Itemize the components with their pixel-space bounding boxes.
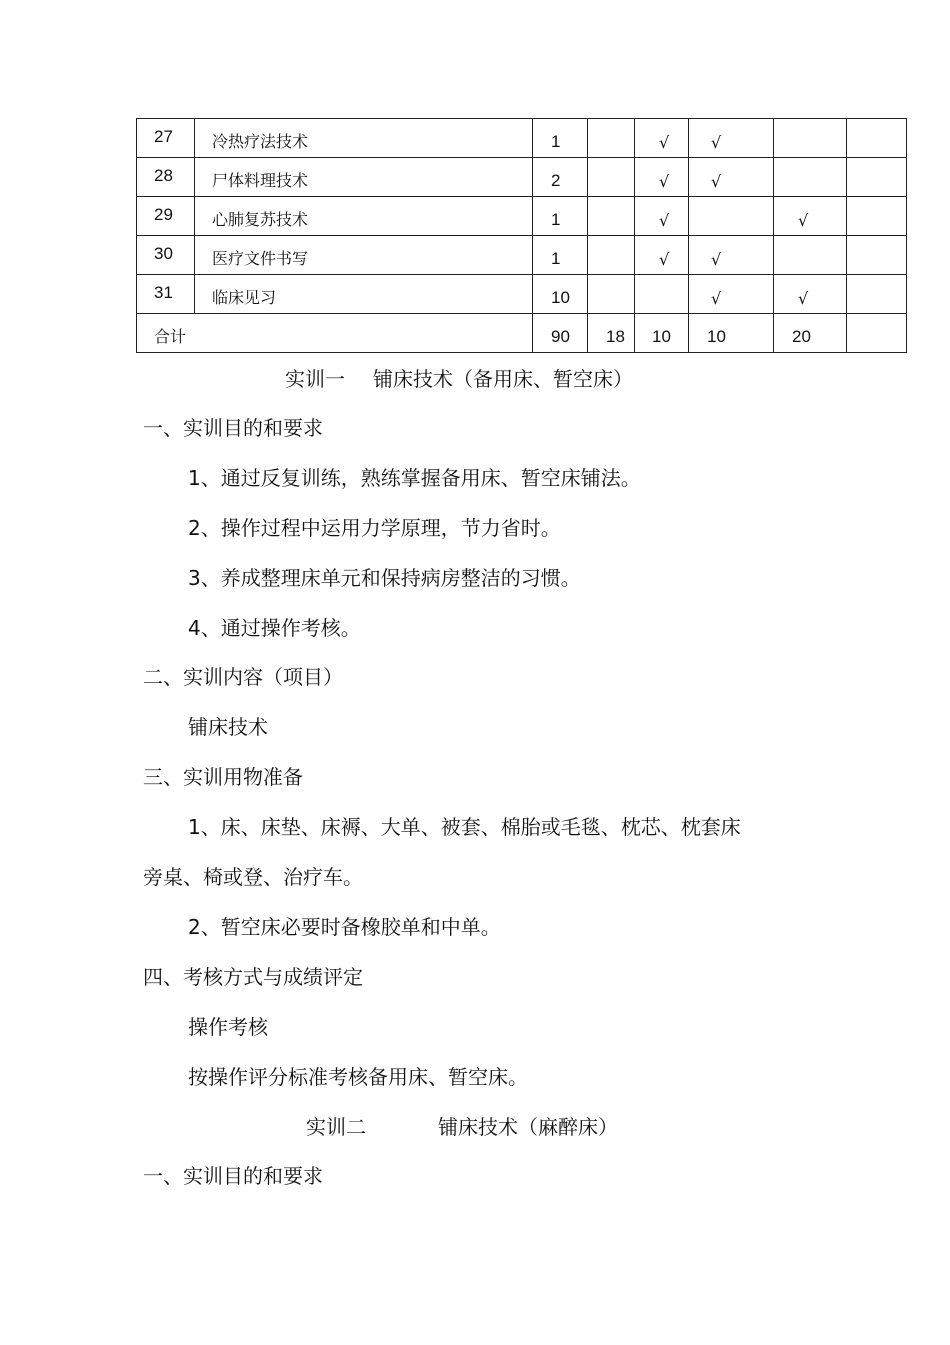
row-number: 27 bbox=[137, 119, 195, 158]
heading-materials: 三、实训用物准备 bbox=[143, 765, 303, 789]
item-name: 医疗文件书写 bbox=[195, 236, 533, 275]
col5-cell bbox=[847, 275, 907, 314]
hours-cell: 2 bbox=[533, 158, 588, 197]
col3-cell: √ bbox=[689, 236, 774, 275]
heading-content: 二、实训内容（项目） bbox=[143, 665, 343, 689]
item-name: 尸体料理技术 bbox=[195, 158, 533, 197]
materials-item: 2、暂空床必要时备橡胶单和中单。 bbox=[188, 915, 501, 939]
col3-cell: √ bbox=[689, 275, 774, 314]
item-name: 临床见习 bbox=[195, 275, 533, 314]
col1-cell bbox=[588, 275, 635, 314]
heading-objectives: 一、实训目的和要求 bbox=[143, 416, 323, 440]
total-label: 合计 bbox=[137, 314, 533, 353]
table-row bbox=[137, 275, 907, 314]
objective-item: 2、操作过程中运用力学原理，节力省时。 bbox=[188, 516, 561, 540]
col2-cell: √ bbox=[635, 158, 689, 197]
assessment-item: 按操作评分标准考核备用床、暂空床。 bbox=[188, 1065, 528, 1089]
materials-item-continued: 旁桌、椅或登、治疗车。 bbox=[143, 865, 363, 889]
title-label: 实训二 bbox=[306, 1115, 366, 1139]
heading-assessment: 四、考核方式与成绩评定 bbox=[143, 965, 363, 989]
col2-cell: √ bbox=[635, 197, 689, 236]
col1-cell bbox=[588, 119, 635, 158]
col1-cell bbox=[588, 197, 635, 236]
title-text: 铺床技术（备用床、暂空床） bbox=[373, 367, 633, 391]
row-number: 31 bbox=[137, 275, 195, 314]
table-row bbox=[137, 197, 907, 236]
training-schedule-table bbox=[136, 118, 907, 353]
row-number: 28 bbox=[137, 158, 195, 197]
item-name: 心肺复苏技术 bbox=[195, 197, 533, 236]
total-hours: 90 bbox=[533, 314, 588, 353]
total-col5 bbox=[847, 314, 907, 353]
objective-item: 1、通过反复训练，熟练掌握备用床、暂空床铺法。 bbox=[188, 466, 641, 490]
hours-cell: 1 bbox=[533, 236, 588, 275]
col2-cell: √ bbox=[635, 119, 689, 158]
col2-cell: √ bbox=[635, 236, 689, 275]
col5-cell bbox=[847, 158, 907, 197]
content-item: 铺床技术 bbox=[188, 715, 268, 739]
col5-cell bbox=[847, 119, 907, 158]
total-row bbox=[137, 314, 907, 353]
row-number: 29 bbox=[137, 197, 195, 236]
total-col1: 18 bbox=[588, 314, 635, 353]
item-name: 冷热疗法技术 bbox=[195, 119, 533, 158]
col4-cell bbox=[774, 119, 847, 158]
hours-cell: 1 bbox=[533, 119, 588, 158]
materials-item: 1、床、床垫、床褥、大单、被套、棉胎或毛毯、枕芯、枕套床 bbox=[188, 815, 741, 839]
hours-cell: 1 bbox=[533, 197, 588, 236]
assessment-item: 操作考核 bbox=[188, 1015, 268, 1039]
col1-cell bbox=[588, 236, 635, 275]
section-title-training-1 bbox=[285, 366, 633, 392]
table-row bbox=[137, 119, 907, 158]
col1-cell bbox=[588, 158, 635, 197]
col3-cell bbox=[689, 197, 774, 236]
title-label: 实训一 bbox=[285, 367, 345, 391]
objective-item: 4、通过操作考核。 bbox=[188, 616, 361, 640]
col3-cell: √ bbox=[689, 119, 774, 158]
col5-cell bbox=[847, 236, 907, 275]
table-row bbox=[137, 158, 907, 197]
col3-cell: √ bbox=[689, 158, 774, 197]
col4-cell bbox=[774, 236, 847, 275]
title-text: 铺床技术（麻醉床） bbox=[438, 1115, 618, 1139]
table-row bbox=[137, 236, 907, 275]
col2-cell bbox=[635, 275, 689, 314]
hours-cell: 10 bbox=[533, 275, 588, 314]
total-col4: 20 bbox=[774, 314, 847, 353]
objective-item: 3、养成整理床单元和保持病房整洁的习惯。 bbox=[188, 566, 581, 590]
col4-cell: √ bbox=[774, 275, 847, 314]
col5-cell bbox=[847, 197, 907, 236]
row-number: 30 bbox=[137, 236, 195, 275]
total-col2: 10 bbox=[635, 314, 689, 353]
col4-cell bbox=[774, 158, 847, 197]
heading-objectives: 一、实训目的和要求 bbox=[143, 1164, 323, 1188]
total-col3: 10 bbox=[689, 314, 774, 353]
col4-cell: √ bbox=[774, 197, 847, 236]
section-title-training-2 bbox=[306, 1114, 618, 1140]
